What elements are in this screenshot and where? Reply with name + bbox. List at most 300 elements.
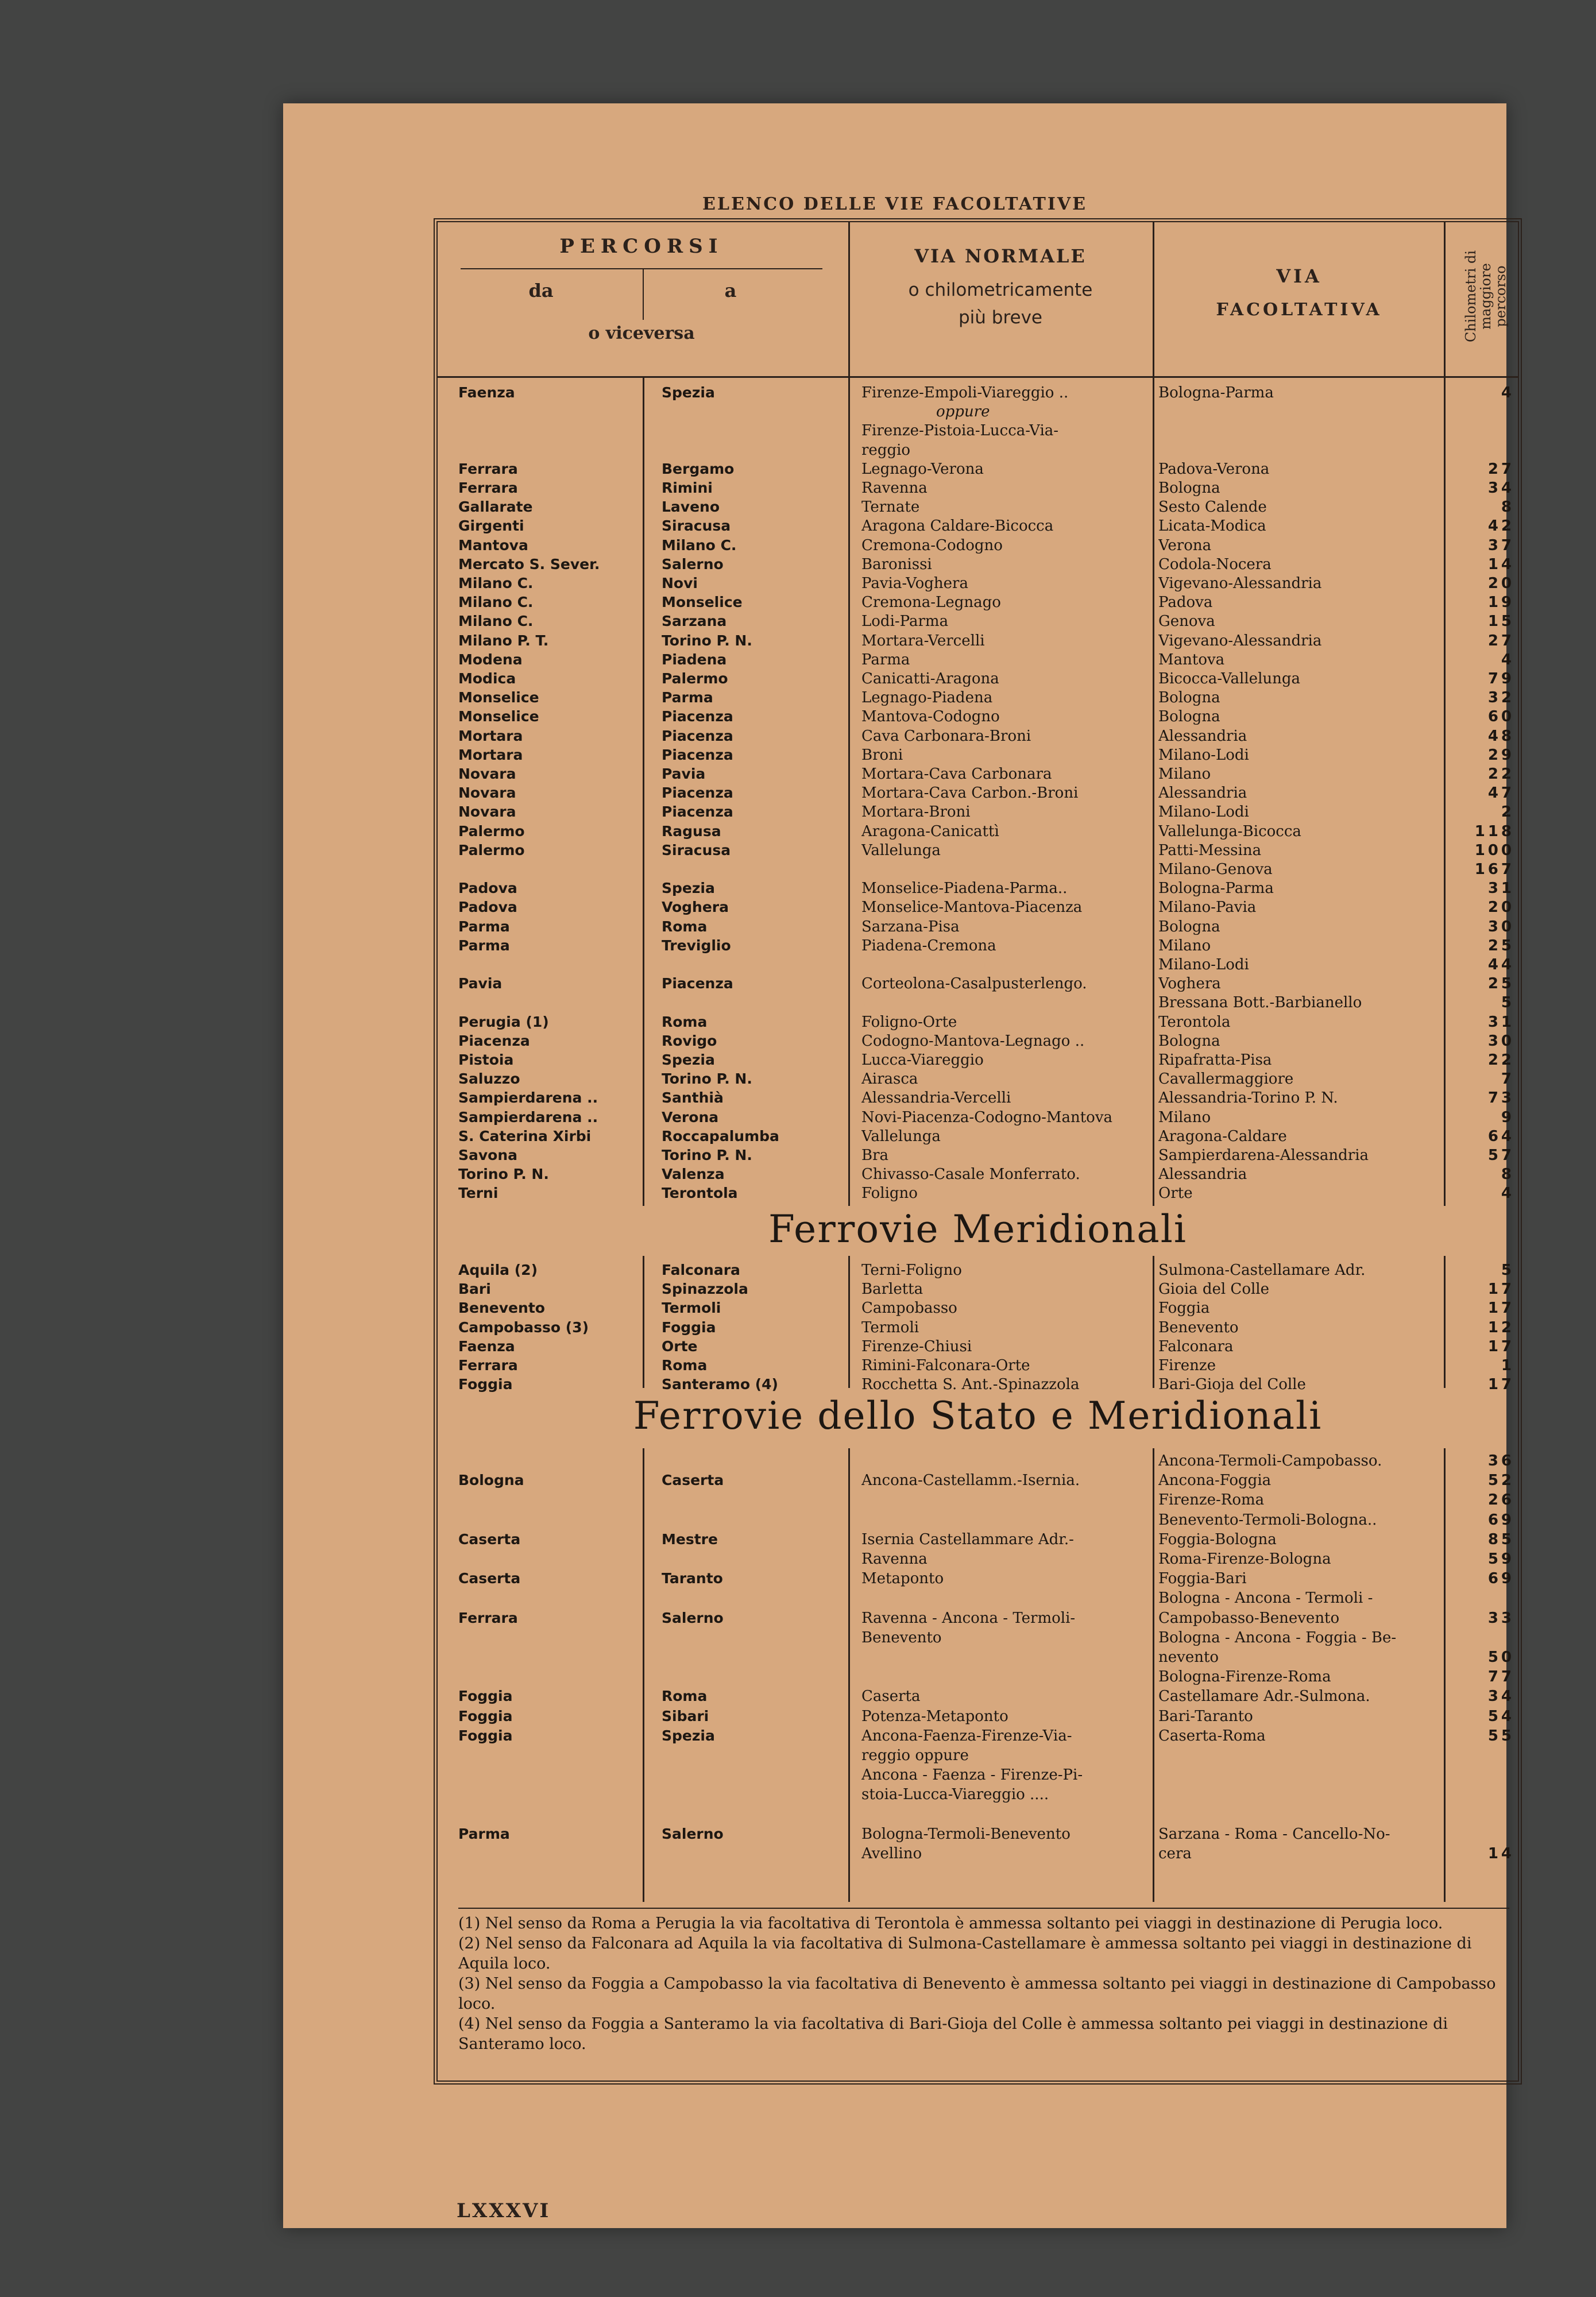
km-cell: 73 — [1487, 1089, 1514, 1107]
destination-cell: Laveno — [662, 498, 720, 516]
via-normale-cell: Firenze-Chiusi — [861, 1337, 972, 1355]
destination-cell: Piacenza — [662, 708, 733, 725]
via-facoltativa-cell: Falconara — [1158, 1337, 1234, 1355]
destination-cell: Rimini — [662, 479, 713, 496]
origin-cell: Pistoia — [458, 1051, 514, 1068]
via-facoltativa-cell: Ripafratta-Pisa — [1158, 1051, 1272, 1069]
via-normale-cell: Caserta — [861, 1688, 921, 1706]
table-row — [438, 783, 1518, 803]
via-normale-cell: Ravenna — [861, 479, 928, 497]
km-cell: 85 — [1487, 1530, 1514, 1548]
table-row — [438, 1088, 1518, 1108]
km-cell: 69 — [1487, 1570, 1514, 1588]
table-row — [438, 1471, 1518, 1490]
origin-cell: Foggia — [458, 1707, 513, 1724]
destination-cell: Pavia — [662, 765, 706, 782]
origin-cell: Foggia — [458, 1688, 513, 1705]
via-facoltativa-cell: Firenze-Roma — [1158, 1491, 1265, 1509]
via-facoltativa-cell: Bologna-Parma — [1158, 384, 1274, 401]
table-row — [438, 1127, 1518, 1146]
km-cell: 29 — [1487, 746, 1514, 764]
origin-cell: Mortara — [458, 727, 523, 744]
origin-cell: Aquila (2) — [458, 1262, 538, 1278]
footnote-4: (4) Nel senso da Foggia a Santeramo la via facoltativa di Bari-Gioja del Colle è ammessa soltanto pei viaggi in destinazione di Santeramo loco. — [458, 2015, 1448, 2053]
via-normale-cell: Potenza-Metaponto — [861, 1707, 1008, 1725]
via-normale-cell: Avellino — [861, 1845, 922, 1862]
via-facoltativa-cell: Sesto Calende — [1158, 498, 1267, 516]
origin-cell: Foggia — [458, 1376, 513, 1393]
via-facoltativa-cell: nevento — [1158, 1649, 1219, 1666]
destination-cell: Spezia — [662, 1727, 715, 1744]
via-facoltativa-cell: Orte — [1158, 1185, 1193, 1202]
via-facoltativa-cell: Gioia del Colle — [1158, 1281, 1269, 1298]
destination-cell: Piacenza — [662, 746, 733, 763]
origin-cell: Parma — [458, 937, 510, 954]
via-facoltativa-cell: Vigevano-Alessandria — [1158, 575, 1322, 592]
destination-cell: Roccapalumba — [662, 1127, 779, 1144]
km-cell: 8 — [1501, 498, 1514, 516]
via-facoltativa-cell: Bologna-Parma — [1158, 880, 1274, 898]
km-cell: 17 — [1487, 1300, 1514, 1317]
origin-cell: Parma — [458, 1825, 510, 1842]
via-facoltativa-cell: Bari-Gioja del Colle — [1158, 1376, 1306, 1394]
destination-cell: Bergamo — [662, 460, 735, 477]
via-facoltativa-cell: Aragona-Caldare — [1158, 1127, 1287, 1145]
table-row — [438, 1318, 1518, 1337]
via-facoltativa-cell: Benevento-Termoli-Bologna.. — [1158, 1511, 1377, 1529]
destination-cell: Torino P. N. — [662, 1070, 752, 1088]
origin-cell: Padova — [458, 899, 517, 916]
table-row — [438, 955, 1518, 975]
table-row — [438, 1667, 1518, 1687]
table-row — [438, 1184, 1518, 1203]
table-row — [438, 745, 1518, 765]
header-a: a — [724, 280, 737, 301]
km-cell: 5 — [1501, 1262, 1514, 1279]
via-facoltativa-cell: Firenze — [1158, 1357, 1216, 1374]
table-row — [438, 1356, 1518, 1375]
via-facoltativa-cell: Licata-Modica — [1158, 517, 1266, 535]
via-normale-cell: Lodi-Parma — [861, 613, 949, 631]
via-normale-cell: Legnago-Piadena — [861, 689, 993, 707]
km-cell: 20 — [1487, 899, 1514, 917]
via-normale-cell: Mortara-Cava Carbonara — [861, 765, 1052, 783]
origin-cell: Modena — [458, 651, 523, 668]
km-cell: 54 — [1487, 1707, 1514, 1725]
km-cell: 27 — [1487, 460, 1514, 478]
table-row — [438, 1530, 1518, 1549]
via-normale-cell: Rimini-Falconara-Orte — [861, 1357, 1030, 1374]
header-km: Chilometri di maggiore percorso — [1463, 250, 1509, 343]
footnote-1: (1) Nel senso da Roma a Perugia la via facoltativa di Terontola è ammessa soltanto pei viaggi in destinazione di Perugia loco. — [458, 1915, 1443, 1932]
table-row — [438, 1031, 1518, 1051]
destination-cell: Sibari — [662, 1707, 709, 1724]
origin-cell: Milano C. — [458, 575, 534, 591]
km-cell: 17 — [1487, 1281, 1514, 1298]
origin-cell: Milano C. — [458, 594, 534, 611]
destination-cell: Roma — [662, 918, 708, 935]
km-cell: 77 — [1487, 1668, 1514, 1686]
destination-cell: Milano C. — [662, 536, 737, 554]
km-cell: 31 — [1487, 1013, 1514, 1031]
origin-cell: S. Caterina Xirbi — [458, 1127, 592, 1144]
via-facoltativa-cell: Milano — [1158, 1108, 1211, 1126]
destination-cell: Roma — [662, 1357, 708, 1374]
km-cell: 25 — [1487, 937, 1514, 954]
km-cell: 64 — [1487, 1127, 1514, 1145]
table-row — [438, 1648, 1518, 1667]
destination-cell: Spezia — [662, 384, 715, 401]
via-facoltativa-cell: Padova — [1158, 594, 1213, 612]
via-normale-cell: Rocchetta S. Ant.-Spinazzola — [861, 1376, 1080, 1394]
via-normale-cell: Ternate — [861, 498, 920, 516]
destination-cell: Siracusa — [662, 841, 731, 859]
via-facoltativa-cell: Ancona-Termoli-Campobasso. — [1158, 1452, 1382, 1470]
via-normale-cell: Mantova-Codogno — [861, 708, 1000, 726]
via-facoltativa-cell: Foggia-Bari — [1158, 1570, 1247, 1588]
table-row — [438, 1628, 1518, 1648]
table-row — [438, 1337, 1518, 1356]
table-row — [438, 764, 1518, 784]
table-row — [438, 974, 1518, 993]
via-normale-cell: Chivasso-Casale Monferrato. — [861, 1166, 1080, 1184]
destination-cell: Roma — [662, 1688, 708, 1705]
via-facoltativa-cell: Castellamare Adr.-Sulmona. — [1158, 1688, 1370, 1706]
table-row — [438, 1746, 1518, 1765]
via-facoltativa-cell: Ancona-Foggia — [1158, 1472, 1272, 1490]
destination-cell: Caserta — [662, 1472, 724, 1489]
via-facoltativa-cell: Bologna-Firenze-Roma — [1158, 1668, 1331, 1686]
km-cell: 20 — [1487, 575, 1514, 592]
destination-cell: Mestre — [662, 1530, 718, 1548]
table-row — [438, 478, 1518, 498]
via-normale-cell: Piadena-Cremona — [861, 937, 996, 954]
header-percorsi: PERCORSI — [559, 235, 724, 258]
destination-cell: Piacenza — [662, 784, 733, 802]
via-normale-cell: Vallelunga — [861, 841, 941, 859]
via-normale-cell: oppure — [936, 403, 990, 421]
via-facoltativa-cell: Alessandria — [1158, 727, 1247, 745]
table-row — [438, 1608, 1518, 1628]
destination-cell: Salerno — [662, 1825, 724, 1842]
table-row — [438, 497, 1518, 517]
origin-cell: Bari — [458, 1281, 491, 1298]
table-row — [438, 383, 1518, 403]
via-normale-cell: Mortara-Vercelli — [861, 632, 985, 649]
km-cell: 26 — [1487, 1491, 1514, 1509]
via-facoltativa-cell: Terontola — [1158, 1013, 1231, 1031]
table-row — [438, 1510, 1518, 1530]
via-normale-cell: Cava Carbonara-Broni — [861, 727, 1031, 745]
via-normale-cell: Baronissi — [861, 555, 932, 573]
km-cell: 8 — [1501, 1166, 1514, 1184]
destination-cell: Termoli — [662, 1300, 721, 1317]
via-facoltativa-cell: Alessandria — [1158, 784, 1247, 802]
table-row — [438, 1785, 1518, 1804]
km-cell: 22 — [1487, 765, 1514, 783]
via-normale-cell: Campobasso — [861, 1300, 957, 1317]
via-normale-cell: Benevento — [861, 1629, 942, 1646]
table-row — [438, 860, 1518, 879]
origin-cell: Saluzzo — [458, 1070, 520, 1088]
km-cell: 55 — [1487, 1727, 1514, 1745]
via-normale-cell: Cremona-Codogno — [861, 536, 1003, 554]
via-normale-cell: Ancona - Faenza - Firenze-Pi- — [861, 1766, 1083, 1784]
origin-cell: Mercato S. Sever. — [458, 555, 600, 573]
table-row — [438, 1298, 1518, 1318]
table-row — [438, 555, 1518, 574]
via-normale-cell: Isernia Castellammare Adr.- — [861, 1530, 1074, 1548]
via-facoltativa-cell: Cavallermaggiore — [1158, 1070, 1294, 1088]
via-facoltativa-cell: Padova-Verona — [1158, 460, 1270, 478]
via-normale-cell: Vallelunga — [861, 1127, 941, 1145]
table-row — [438, 1490, 1518, 1510]
via-normale-cell: Monselice-Mantova-Piacenza — [861, 899, 1083, 917]
header-da: da — [528, 280, 554, 301]
header-via: VIA — [1276, 265, 1322, 287]
origin-cell: Monselice — [458, 708, 539, 725]
destination-cell: Foggia — [662, 1318, 716, 1336]
origin-cell: Novara — [458, 765, 516, 782]
table-row — [438, 1050, 1518, 1070]
table-row — [438, 1375, 1518, 1394]
destination-cell: Parma — [662, 689, 713, 706]
via-normale-cell: Bologna-Termoli-Benevento — [861, 1825, 1071, 1843]
origin-cell: Savona — [458, 1147, 518, 1163]
km-cell: 30 — [1487, 1032, 1514, 1050]
km-cell: 1 — [1501, 1357, 1514, 1374]
via-facoltativa-cell: Milano-Lodi — [1158, 746, 1249, 764]
destination-cell: Piacenza — [662, 975, 733, 992]
via-facoltativa-cell: Milano-Pavia — [1158, 899, 1257, 917]
origin-cell: Padova — [458, 880, 517, 897]
km-cell: 34 — [1487, 1688, 1514, 1706]
km-cell: 42 — [1487, 517, 1514, 535]
via-normale-cell: Firenze-Empoli-Viareggio .. — [861, 384, 1069, 401]
via-facoltativa-cell: Bressana Bott.-Barbianello — [1158, 994, 1362, 1012]
km-cell: 17 — [1487, 1376, 1514, 1394]
km-cell: 4 — [1501, 651, 1514, 668]
km-cell: 100 — [1474, 841, 1514, 859]
via-normale-cell: Bra — [861, 1147, 889, 1164]
via-facoltativa-cell: Bologna - Ancona - Foggia - Be- — [1158, 1629, 1397, 1646]
origin-cell: Ferrara — [458, 479, 518, 496]
km-cell: 69 — [1487, 1511, 1514, 1529]
origin-cell: Terni — [458, 1185, 498, 1202]
destination-cell: Piacenza — [662, 727, 733, 744]
destination-cell: Roma — [662, 1013, 708, 1030]
table-row — [438, 1146, 1518, 1165]
via-normale-cell: Monselice-Piadena-Parma.. — [861, 880, 1068, 898]
km-cell: 36 — [1487, 1452, 1514, 1470]
destination-cell: Verona — [662, 1108, 719, 1126]
via-facoltativa-cell: cera — [1158, 1845, 1192, 1862]
via-normale-cell: Terni-Foligno — [861, 1262, 962, 1279]
origin-cell: Mortara — [458, 746, 523, 763]
destination-cell: Sarzana — [662, 613, 727, 630]
table-row — [438, 1726, 1518, 1746]
origin-cell: Benevento — [458, 1300, 545, 1317]
origin-cell: Perugia (1) — [458, 1013, 549, 1030]
km-cell: 19 — [1487, 594, 1514, 612]
via-normale-cell: reggio — [861, 441, 911, 459]
table-row — [438, 1844, 1518, 1863]
table-row — [438, 1108, 1518, 1127]
km-cell: 9 — [1501, 1108, 1514, 1126]
table-row — [438, 1707, 1518, 1726]
origin-cell: Campobasso (3) — [458, 1318, 589, 1336]
destination-cell: Valenza — [662, 1166, 725, 1183]
table-row — [438, 1805, 1518, 1824]
via-facoltativa-cell: Verona — [1158, 536, 1212, 554]
origin-cell: Bologna — [458, 1472, 524, 1489]
table-row — [438, 1549, 1518, 1569]
destination-cell: Spezia — [662, 880, 715, 897]
via-facoltativa-cell: Foggia — [1158, 1300, 1210, 1317]
via-normale-cell: Codogno-Mantova-Legnago .. — [861, 1032, 1085, 1050]
via-normale-cell: Aragona-Canicattì — [861, 822, 999, 840]
destination-cell: Torino P. N. — [662, 1147, 752, 1163]
page-title: ELENCO DELLE VIE FACOLTATIVE — [702, 194, 1087, 214]
table-row — [438, 1765, 1518, 1785]
via-facoltativa-cell: Sampierdarena-Alessandria — [1158, 1147, 1369, 1164]
km-cell: 2 — [1501, 803, 1514, 821]
via-normale-cell: Aragona Caldare-Bicocca — [861, 517, 1054, 535]
origin-cell: Modica — [458, 670, 516, 687]
via-facoltativa-cell: Bologna — [1158, 1032, 1220, 1050]
km-cell: 118 — [1474, 822, 1514, 840]
destination-cell: Spinazzola — [662, 1281, 748, 1298]
table-row — [438, 459, 1518, 479]
table-row — [438, 612, 1518, 631]
km-cell: 44 — [1487, 956, 1514, 973]
via-facoltativa-cell: Patti-Messina — [1158, 841, 1262, 859]
km-cell: 14 — [1487, 555, 1514, 573]
origin-cell: Ferrara — [458, 1609, 518, 1626]
via-normale-cell: Alessandria-Vercelli — [861, 1089, 1011, 1107]
via-facoltativa-cell: Campobasso-Benevento — [1158, 1609, 1340, 1627]
via-normale-cell: Mortara-Broni — [861, 803, 971, 821]
header-via-normale: VIA NORMALE — [914, 245, 1087, 267]
table-row — [438, 726, 1518, 746]
via-facoltativa-cell: Milano-Lodi — [1158, 803, 1249, 821]
footnote-3: (3) Nel senso da Foggia a Campobasso la via facoltativa di Benevento è ammessa soltanto pei viaggi in destinazione di Campobasso loco. — [458, 1975, 1496, 2013]
origin-cell: Sampierdarena .. — [458, 1089, 598, 1107]
via-normale-cell: Pavia-Voghera — [861, 575, 968, 592]
via-normale-cell: Ancona-Faenza-Firenze-Via- — [861, 1727, 1072, 1745]
via-normale-cell: Barletta — [861, 1281, 923, 1298]
origin-cell: Parma — [458, 918, 510, 935]
via-facoltativa-cell: Sarzana - Roma - Cancello-No- — [1158, 1825, 1390, 1843]
table-row — [438, 1569, 1518, 1588]
table-row — [438, 650, 1518, 670]
via-normale-cell: Termoli — [861, 1318, 919, 1336]
table-row — [438, 574, 1518, 593]
origin-cell: Novara — [458, 803, 516, 821]
origin-cell: Gallarate — [458, 498, 533, 516]
via-facoltativa-cell: Alessandria-Torino P. N. — [1158, 1089, 1338, 1107]
table-frame — [434, 218, 1522, 2085]
via-normale-cell: Lucca-Viareggio — [861, 1051, 984, 1069]
km-cell: 167 — [1474, 861, 1514, 878]
destination-cell: Treviglio — [662, 937, 731, 954]
via-normale-cell: Foligno-Orte — [861, 1013, 957, 1031]
destination-cell: Salerno — [662, 555, 724, 573]
km-cell: 59 — [1487, 1550, 1514, 1568]
table-row — [438, 898, 1518, 917]
km-cell: 22 — [1487, 1051, 1514, 1069]
destination-cell: Terontola — [662, 1185, 738, 1202]
destination-cell: Orte — [662, 1337, 698, 1355]
destination-cell: Ragusa — [662, 822, 721, 840]
origin-cell: Girgenti — [458, 517, 524, 535]
via-normale-cell: Sarzana-Pisa — [861, 918, 960, 935]
via-facoltativa-cell: Milano-Lodi — [1158, 956, 1249, 973]
via-normale-cell: Legnago-Verona — [861, 460, 984, 478]
via-normale-cell: Ravenna - Ancona - Termoli- — [861, 1609, 1076, 1627]
origin-cell: Monselice — [458, 689, 539, 706]
origin-cell: Torino P. N. — [458, 1166, 549, 1183]
table-row — [438, 841, 1518, 860]
table-row — [438, 421, 1518, 440]
via-facoltativa-cell: Mantova — [1158, 651, 1225, 668]
via-facoltativa-cell: Caserta-Roma — [1158, 1727, 1266, 1745]
table-row — [438, 669, 1518, 689]
km-cell: 27 — [1487, 632, 1514, 649]
table-header — [438, 222, 1518, 378]
via-normale-cell: Firenze-Pistoia-Lucca-Via- — [861, 422, 1059, 440]
destination-cell: Spezia — [662, 1051, 715, 1068]
via-normale-cell: Corteolona-Casalpusterlengo. — [861, 975, 1087, 993]
origin-cell: Pavia — [458, 975, 503, 992]
origin-cell: Sampierdarena .. — [458, 1108, 598, 1126]
via-facoltativa-cell: Bologna — [1158, 689, 1220, 707]
km-cell: 47 — [1487, 784, 1514, 802]
via-facoltativa-cell: Milano — [1158, 765, 1211, 783]
via-facoltativa-cell: Foggia-Bologna — [1158, 1530, 1277, 1548]
table-row — [438, 936, 1518, 956]
book-page — [283, 103, 1514, 2228]
table-row — [438, 707, 1518, 726]
km-cell: 50 — [1487, 1649, 1514, 1666]
destination-cell: Palermo — [662, 670, 728, 687]
via-facoltativa-cell: Bari-Taranto — [1158, 1707, 1253, 1725]
km-cell: 4 — [1501, 1185, 1514, 1202]
table-row — [438, 440, 1518, 460]
via-facoltativa-cell: Bologna — [1158, 918, 1220, 935]
footnotes — [458, 1913, 1509, 2054]
via-facoltativa-cell: Alessandria — [1158, 1166, 1247, 1184]
destination-cell: Siracusa — [662, 517, 731, 535]
via-facoltativa-cell: Bologna — [1158, 479, 1220, 497]
via-facoltativa-cell: Benevento — [1158, 1318, 1239, 1336]
table-row — [438, 402, 1518, 421]
via-facoltativa-cell: Sulmona-Castellamare Adr. — [1158, 1262, 1366, 1279]
destination-cell: Falconara — [662, 1262, 740, 1278]
km-cell: 12 — [1487, 1318, 1514, 1336]
via-facoltativa-cell: Bicocca-Vallelunga — [1158, 670, 1301, 687]
km-cell: 37 — [1487, 536, 1514, 554]
via-facoltativa-cell: Vigevano-Alessandria — [1158, 632, 1322, 649]
table-row — [438, 822, 1518, 841]
origin-cell: Ferrara — [458, 1357, 518, 1374]
header-via-normale-sub2: più breve — [958, 307, 1043, 328]
via-normale-cell: Parma — [861, 651, 910, 668]
km-cell: 5 — [1501, 994, 1514, 1012]
destination-cell: Voghera — [662, 899, 729, 916]
km-cell: 17 — [1487, 1337, 1514, 1355]
table-row — [438, 1069, 1518, 1089]
